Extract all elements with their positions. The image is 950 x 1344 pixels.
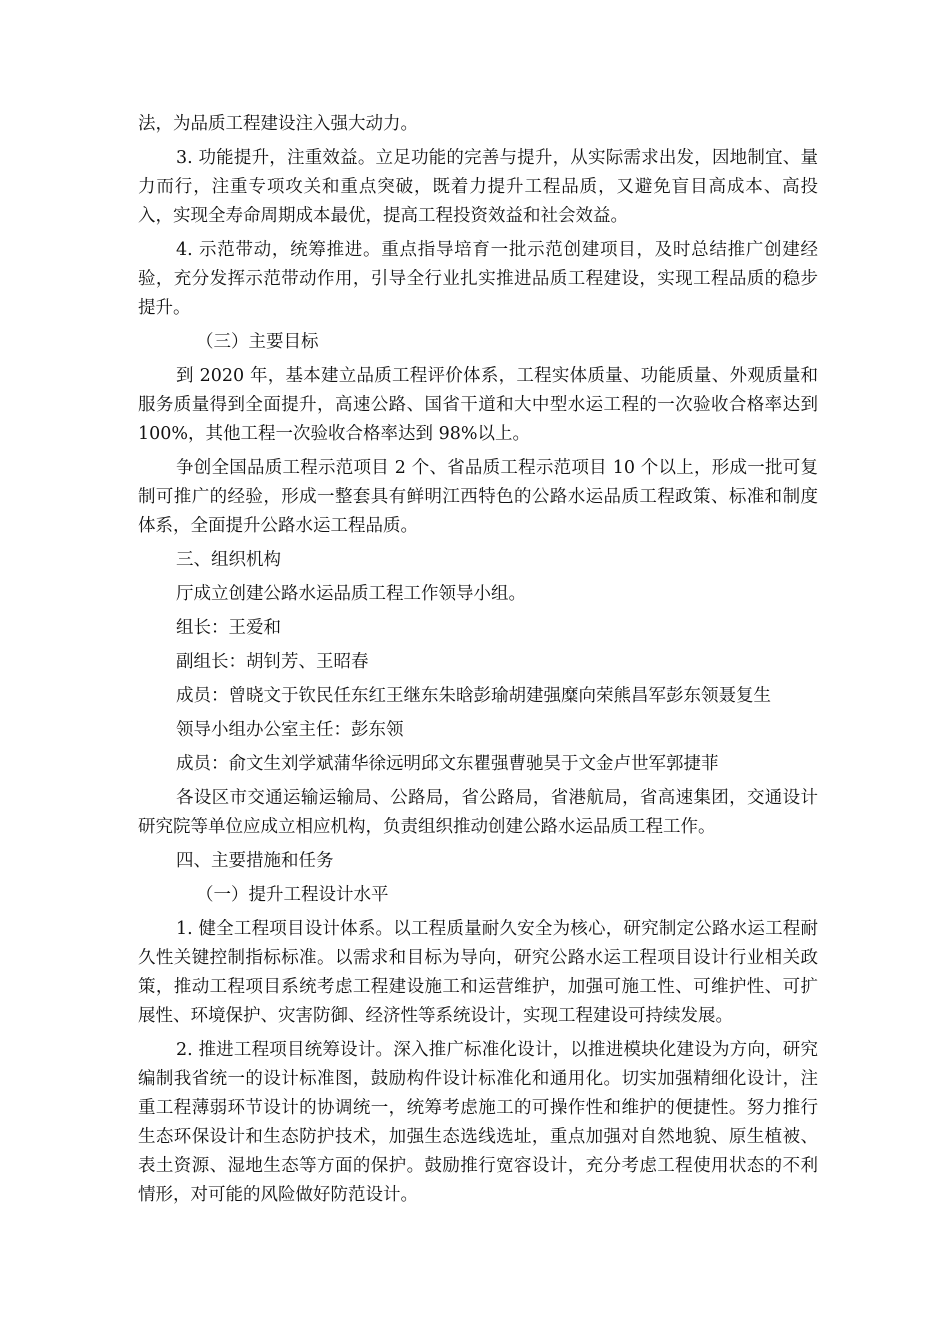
heading-measures-tasks: 四、主要措施和任务 (176, 851, 334, 871)
paragraph-overall-design: 2. 推进工程项目统筹设计。深入推广标准化设计，以推进模块化建设为方向，研究编制我省统一的设计标准图，鼓励构件设计标准化和通用化。切实加强精细化设计，注重工程薄弱环节设计的协调统一，统筹考虑施工的可操作性和维护的便捷性。努力推行生态环保设计和生态防护技术，加强生态选线选址，重点加强对自然地貌、原生植被、表土资源、湿地生态等方面的保护。鼓励推行宽容设计，充分考虑工程使用状态的不利情形，对可能的风险做好防范设计。 (138, 1040, 818, 1205)
paragraph-units: 各设区市交通运输运输局、公路局，省公路局，省港航局，省高速集团，交通设计研究院等单位应成立相应机构，负责组织推动创建公路水运品质工程工作。 (138, 788, 818, 837)
paragraph-demonstration: 4. 示范带动，统筹推进。重点指导培育一批示范创建项目，及时总结推广创建经验，充分发挥示范带动作用，引导全行业扎实推进品质工程建设，实现工程品质的稳步提升。 (138, 240, 818, 318)
heading-design-level: （一）提升工程设计水平 (196, 885, 389, 905)
paragraph-deputy-leaders: 副组长：胡钊芳、王昭春 (176, 652, 369, 672)
paragraph-goals-2020: 到 2020 年，基本建立品质工程评价体系，工程实体质量、功能质量、外观质量和服务质量得到全面提升，高速公路、国省干道和大中型水运工程的一次验收合格率达到 100%，其他工程一次验收合格率达到 98%以上。 (138, 366, 818, 444)
heading-organization: 三、组织机构 (176, 550, 281, 570)
paragraph-office-director: 领导小组办公室主任：彭东领 (176, 720, 404, 740)
paragraph-leadership-group: 厅成立创建公路水运品质工程工作领导小组。 (176, 584, 526, 604)
paragraph-demonstration-projects: 争创全国品质工程示范项目 2 个、省品质工程示范项目 10 个以上，形成一批可复制可推广的经验，形成一整套具有鲜明江西特色的公路水运品质工程政策、标准和制度体系，全面提升公路水运工程品质。 (138, 458, 818, 536)
paragraph-design-system: 1. 健全工程项目设计体系。以工程质量耐久安全为核心，研究制定公路水运工程耐久性关键控制指标标准。以需求和目标为导向，研究公路水运工程项目设计行业相关政策，推动工程项目系统考虑工程建设施工和运营维护，加强可施工性、可维护性、可扩展性、环境保护、灾害防御、经济性等系统设计，实现工程建设可持续发展。 (138, 919, 818, 1026)
paragraph-members: 成员：曾晓文于钦民任东红王继东朱晗彭瑜胡建强糜向荣熊昌军彭东领聂复生 (176, 686, 771, 706)
document-body (138, 110, 818, 1210)
heading-main-goals: （三）主要目标 (196, 332, 319, 352)
paragraph-office-members: 成员：俞文生刘学斌蒲华徐远明邱文东瞿强曹驰昊于文金卢世军郭捷菲 (176, 754, 719, 774)
paragraph-continuation: 法，为品质工程建设注入强大动力。 (138, 114, 418, 134)
paragraph-function-improvement: 3. 功能提升，注重效益。立足功能的完善与提升，从实际需求出发，因地制宜、量力而行，注重专项攻关和重点突破，既着力提升工程品质，又避免盲目高成本、高投入，实现全寿命周期成本最优，提高工程投资效益和社会效益。 (138, 148, 818, 226)
paragraph-group-leader: 组长：王爱和 (176, 618, 281, 638)
